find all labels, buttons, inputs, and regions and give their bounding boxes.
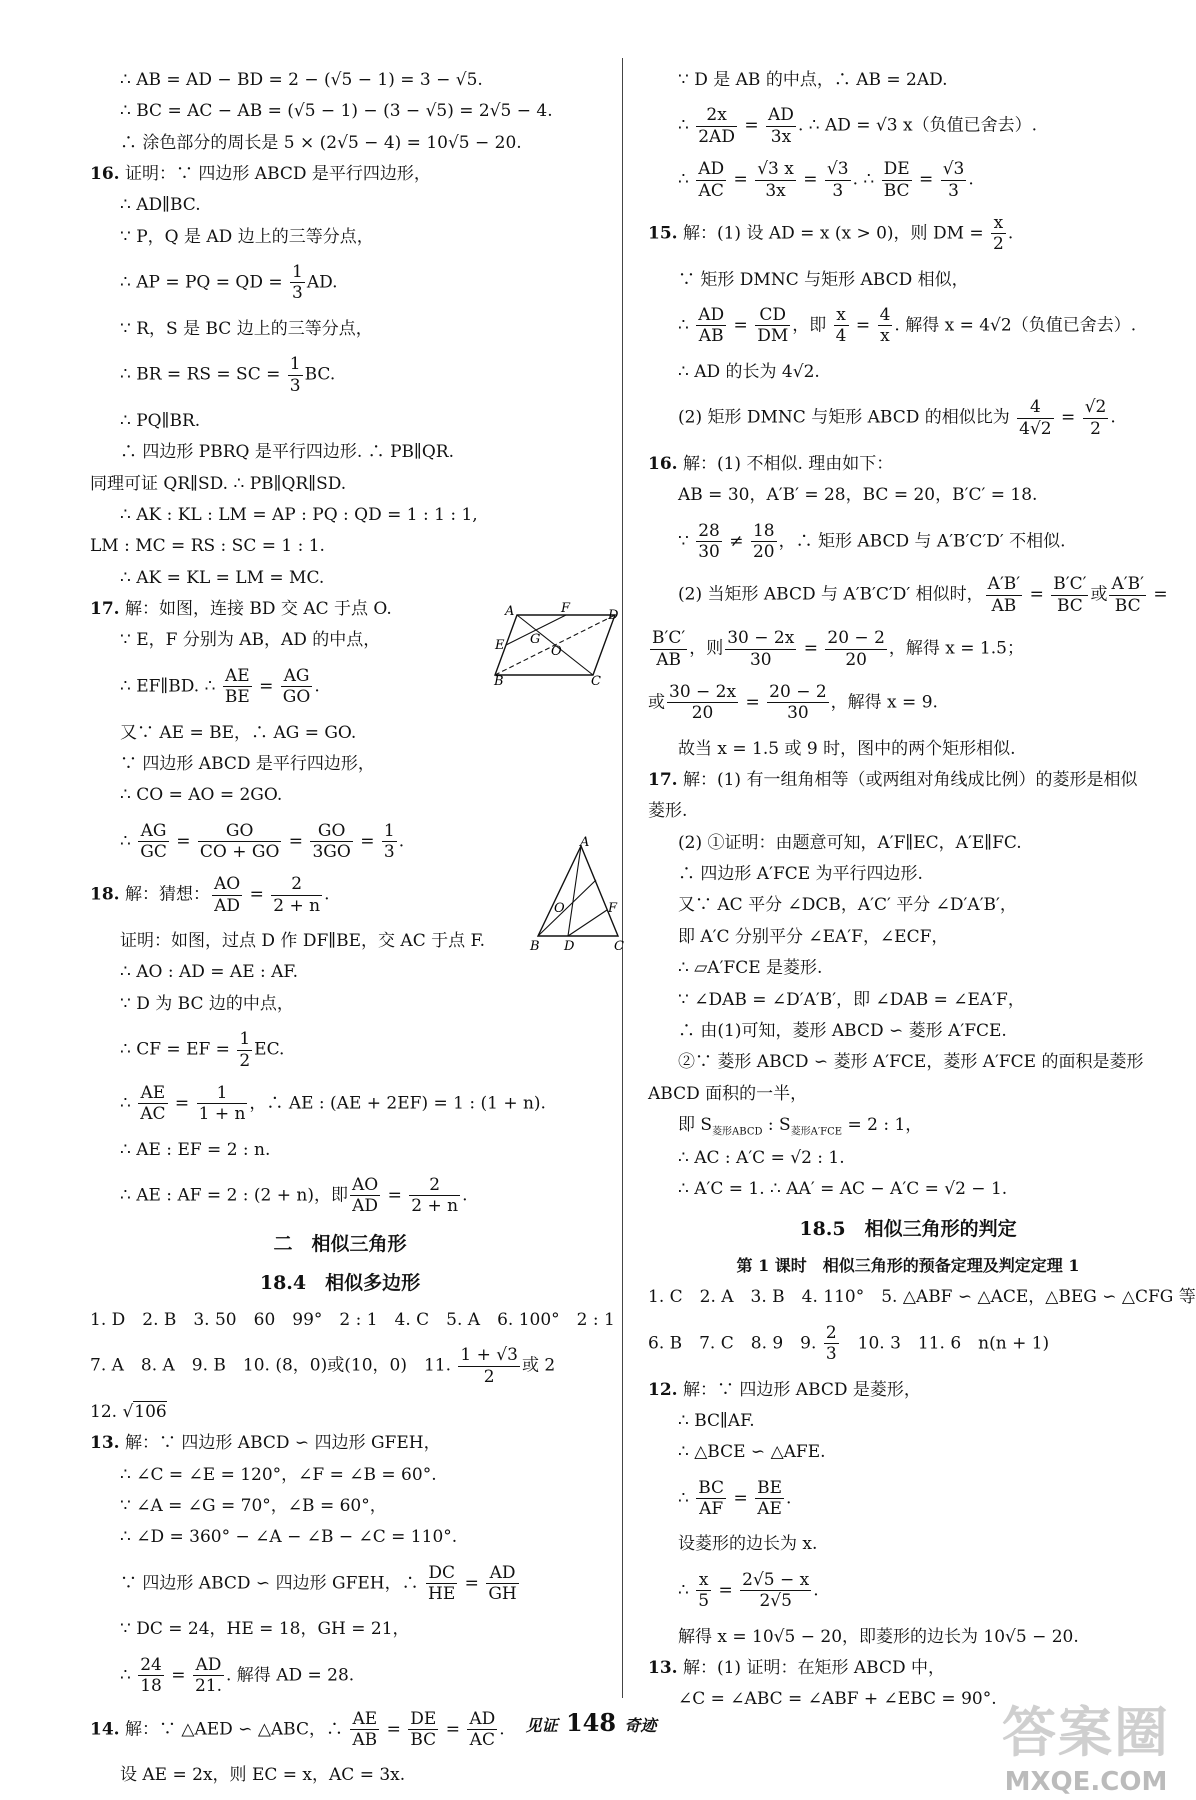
text-line: ∴ AO : AD = AE : AF.: [120, 962, 298, 983]
label-B: B: [530, 939, 540, 954]
label-O: O: [554, 901, 565, 916]
label-E: E: [495, 638, 505, 653]
answer-line: 1. C 2. A 3. B 4. 110° 5. △ABF ∽ △ACE，△BEG ∽ △CFG 等: [648, 1287, 1196, 1308]
text-line: 或 $\frac{30 - 2x}{20}$ = $\frac{20 - 2}{30}$ ，解得 x = 9.: [648, 681, 938, 724]
label-C: C: [614, 939, 624, 954]
text-line: ∵ 矩形 DMNC 与矩形 ABCD 相似，: [678, 269, 969, 290]
text-line: ∴ $\frac{x}{5}$ = $\frac{2√5 - x}{2√5}$ .: [678, 1569, 819, 1612]
label-F: F: [608, 901, 618, 916]
question-17: 17. 解：(1) 有一组角相等（或两组对角线成比例）的菱形是相似: [648, 770, 1138, 791]
text-line: ∴ A′C = 1. ∴ AA′ = AC − A′C = √2 − 1.: [678, 1179, 1008, 1200]
text-line: 菱形.: [648, 801, 688, 822]
text-line: ∵ E，F 分别为 AB，AD 的中点，: [120, 630, 381, 651]
text-line: $\frac{B'C'}{AB}$ ，则 $\frac{30 - 2x}{30}$ = $\frac{20 - 2}{20}$ ，解得 x = 1.5；: [652, 628, 1024, 670]
answer-line: 12. √106: [90, 1401, 167, 1422]
text-line: 又∵ AE = BE，∴ AG = GO.: [120, 722, 357, 743]
section-heading: 二 相似三角形: [273, 1232, 407, 1255]
text-line: 证明：如图，过点 D 作 DF∥BE，交 AC 于点 F.: [120, 931, 486, 952]
parallelogram-figure: [494, 601, 620, 689]
text-line: ∵ $\frac{28}{30}$ ≠ $\frac{18}{20}$ ，∴ 矩形 ABCD 与 A′B′C′D′ 不相似.: [678, 520, 1066, 563]
text-line: ∴ 涂色部分的周长是 5 × (2√5 − 4) = 10√5 − 20.: [120, 132, 522, 153]
text-line: ∴ $\frac{24}{18}$ = $\frac{AD}{21.}$ . 解得 AD = 28.: [120, 1654, 355, 1697]
text-line: (2) ①证明：由题意可知，A′F∥EC，A′E∥FC.: [678, 832, 1022, 853]
text-line: ∴ PQ∥BR.: [120, 410, 201, 431]
label-G: G: [530, 632, 541, 647]
question-18: 18. 解：猜想： $\frac{AO}{AD}$ = $\frac{2}{2 + n}$ .: [90, 874, 330, 916]
answer-line: 7. A 8. A 9. B 10. (8，0)或(10，0) 11. $\frac{1 + √3}{2}$ 或 2: [90, 1345, 556, 1387]
question-16: 16. 解：(1) 不相似. 理由如下：: [648, 453, 894, 474]
text-line: ∴ AK = KL = LM = MC.: [120, 567, 325, 588]
text-line: ∠C = ∠ABC = ∠ABF + ∠EBC = 90°.: [678, 1689, 997, 1710]
text-line: ∴ 由(1)可知，菱形 ABCD ∽ 菱形 A′FCE.: [678, 1020, 1007, 1041]
text-line: ∴ 四边形 PBRQ 是平行四边形. ∴ PB∥QR.: [120, 442, 455, 463]
label-O: O: [551, 644, 562, 659]
text-line: ∴ AD∥BC.: [120, 195, 201, 216]
text-line: (2) 当矩形 ABCD 与 A′B′C′D′ 相似时， $\frac{A'B'}{AB}$ = $\frac{B'C'}{BC}$ 或 $\frac{A'B'}{BC}$ =: [678, 574, 1168, 616]
text-line: ∴ AD 的长为 4√2.: [678, 361, 820, 382]
question-13: 13. 解：(1) 证明：在矩形 ABCD 中，: [648, 1657, 945, 1678]
question-13: 13. 解：∵ 四边形 ABCD ∽ 四边形 GFEH，: [90, 1433, 441, 1454]
text-line: ∴ ∠D = 360° − ∠A − ∠B − ∠C = 110°.: [120, 1527, 458, 1548]
text-line: ∴ BR = RS = SC = $\frac{1}{3}$ BC.: [120, 354, 336, 396]
watermark-url: MXQE.COM: [1004, 1767, 1168, 1797]
text-line: ∴ AC : A′C = √2 : 1.: [678, 1147, 845, 1168]
text-line: ∴ CO = AO = 2GO.: [120, 785, 283, 806]
text-line: 即 A′C 分别平分 ∠EA′F，∠ECF，: [678, 926, 949, 947]
text-line: ∵ D 是 AB 的中点，∴ AB = 2AD.: [678, 70, 948, 90]
text-line: ∴ BC∥AF.: [678, 1410, 755, 1431]
text-line: ∵ ∠DAB = ∠D′A′B′，即 ∠DAB = ∠EA′F，: [678, 989, 1025, 1010]
text-line: 设 AE = 2x，则 EC = x，AC = 3x.: [120, 1765, 406, 1786]
label-F: F: [561, 601, 571, 616]
watermark: [1002, 1690, 1170, 1797]
text-line: 即 $S_{菱形ABCD}$ : $S_{菱形A'FCE} = 2$ : 1，: [678, 1114, 923, 1138]
text-line: LM : MC = RS : SC = 1 : 1.: [90, 536, 325, 557]
text-line: ∴ $\frac{BC}{AF}$ = $\frac{BE}{AE}$ .: [678, 1477, 792, 1519]
question-16: 16. 证明：∵ 四边形 ABCD 是平行四边形，: [90, 164, 431, 185]
text-line: ∴ EF∥BD. ∴ $\frac{AE}{BE}$ = $\frac{AG}{GO}$ .: [120, 665, 320, 708]
section-heading: 18.5 相似三角形的判定: [799, 1218, 1017, 1241]
footer-right-deco: 奇迹: [624, 1716, 657, 1735]
text-line: ∴ BC = AC − AB = (√5 − 1) − (3 − √5) = 2√5 − 4.: [120, 101, 553, 122]
fraction: $\frac{1}{3}$: [289, 354, 301, 396]
question-15: 15. 解：(1) 设 AD = x (x > 0)，则 DM = $\frac{x}{2}$ .: [648, 212, 1014, 255]
text-line: ∵ D 为 BC 边的中点，: [120, 993, 294, 1014]
watermark-logo: 答案圈: [1002, 1701, 1170, 1764]
question-14: 14. 解：∵ △AED ∽ △ABC，∴ $\frac{AE}{AB}$ = $\frac{DE}{BC}$ = $\frac{AD}{AC}$ .: [90, 1708, 505, 1750]
text-line: ∴ AP = PQ = QD = $\frac{1}{3}$ AD.: [120, 262, 338, 304]
text-line: ∴ AE : EF = 2 : n.: [120, 1139, 271, 1160]
text-line: ∴ △BCE ∽ △AFE.: [678, 1442, 826, 1463]
text-line: 解得 x = 10√5 − 20，即菱形的边长为 10√5 − 20.: [678, 1626, 1079, 1647]
text-line: ∴ AK : KL : LM = AP : PQ : QD = 1 : 1 : 1,: [120, 505, 478, 525]
text-line: 同理可证 QR∥SD. ∴ PB∥QR∥SD.: [90, 473, 347, 494]
text-line: ∴ $\frac{2x}{2AD}$ = $\frac{AD}{3x}$ . ∴ AD = √3 x（负值已舍去）.: [678, 105, 1037, 147]
text-line: ∴ 四边形 A′FCE 为平行四边形.: [678, 864, 923, 885]
answer-line: 1. D 2. B 3. 50 60 99° 2 : 1 4. C 5. A 6. 100° 2 : 1: [90, 1309, 615, 1330]
text-line: ∵ 四边形 ABCD 是平行四边形，: [120, 753, 375, 774]
page-number: 148: [565, 1708, 617, 1737]
text-line: ∵ R，S 是 BC 边上的三等分点，: [120, 318, 373, 339]
text-line: ∴ AE : AF = 2 : (2 + n)，即 $\frac{AO}{AD}$ = $\frac{2}{2 + n}$ .: [120, 1175, 468, 1217]
label-C: C: [591, 674, 601, 689]
label-A: A: [580, 835, 590, 850]
question-17: 17. 解：如图，连接 BD 交 AC 于点 O.: [90, 599, 392, 620]
label-D: D: [564, 939, 575, 954]
text-line: ABCD 面积的一半，: [648, 1083, 808, 1104]
text-line: ∵ ∠A = ∠G = 70°，∠B = 60°，: [120, 1495, 387, 1516]
lesson-heading: 第 1 课时 相似三角形的预备定理及判定定理 1: [736, 1256, 1080, 1276]
text-line: ∴ $\frac{AD}{AC}$ = $\frac{√3 x}{3x}$ = $\frac{√3}{3}$ . ∴ $\frac{DE}{BC}$ = $\frac{√3}{3}$ .: [678, 159, 974, 201]
footer-left-deco: 见证: [525, 1716, 558, 1735]
text-line: ∴ $\frac{AG}{GC}$ = $\frac{GO}{CO + GO}$ = $\frac{GO}{3GO}$ = $\frac{1}{3}$ .: [120, 820, 405, 862]
question-12: 12. 解：∵ 四边形 ABCD 是菱形，: [648, 1379, 921, 1400]
right-column: [648, 62, 1196, 1718]
text-line: ∴ ∠C = ∠E = 120°，∠F = ∠B = 60°.: [120, 1464, 437, 1485]
text-line: ∵ P，Q 是 AD 边上的三等分点，: [120, 226, 374, 247]
text-line: ∴ $\frac{AD}{AB}$ = $\frac{CD}{DM}$ ，即 $\frac{x}{4}$ = $\frac{4}{x}$ . 解得 x = 4√2（负值已舍去）.: [678, 305, 1137, 347]
label-D: D: [608, 608, 619, 623]
label-A: A: [505, 604, 515, 619]
fraction: $\frac{1}{3}$: [292, 262, 303, 304]
text-line: ∴ $\frac{AE}{AC}$ = $\frac{1}{1 + n}$ ，∴ AE : (AE + 2EF) = 1 : (1 + n).: [120, 1082, 546, 1125]
text-line: 故当 x = 1.5 或 9 时，图中的两个矩形相似.: [678, 738, 1016, 759]
text-line: ∵ 四边形 ABCD ∽ 四边形 GFEH，∴ $\frac{DC}{HE}$ = $\frac{AD}{GH}$: [120, 1562, 517, 1605]
label-B: B: [494, 674, 504, 689]
triangle-figure: [528, 835, 624, 954]
section-heading: 18.4 相似多边形: [259, 1271, 421, 1294]
text-line: ∵ DC = 24，HE = 18，GH = 21，: [120, 1619, 410, 1640]
text-line: ②∵ 菱形 ABCD ∽ 菱形 A′FCE，菱形 A′FCE 的面积是菱形: [678, 1052, 1144, 1073]
text-line: 又∵ AC 平分 ∠DCB，A′C′ 平分 ∠D′A′B′，: [678, 895, 1017, 916]
text-line: 设菱形的边长为 x.: [678, 1534, 818, 1555]
text-line: ∴ AB = AD − BD = 2 − (√5 − 1) = 3 − √5.: [120, 70, 483, 90]
text-line: ∴ ▱A′FCE 是菱形.: [678, 958, 823, 979]
text-line: AB = 30，A′B′ = 28，BC = 20，B′C′ = 18.: [678, 485, 1038, 506]
text-line: ∴ CF = EF = $\frac{1}{2}$ EC.: [120, 1029, 285, 1071]
text-line: (2) 矩形 DMNC 与矩形 ABCD 的相似比为 $\frac{4}{4√2}$ = $\frac{√2}{2}$ .: [678, 397, 1116, 439]
answer-line: 6. B 7. C 8. 9 9. $\frac{2}{3}$ 10. 3 11. 6 n(n + 1): [648, 1322, 1050, 1365]
